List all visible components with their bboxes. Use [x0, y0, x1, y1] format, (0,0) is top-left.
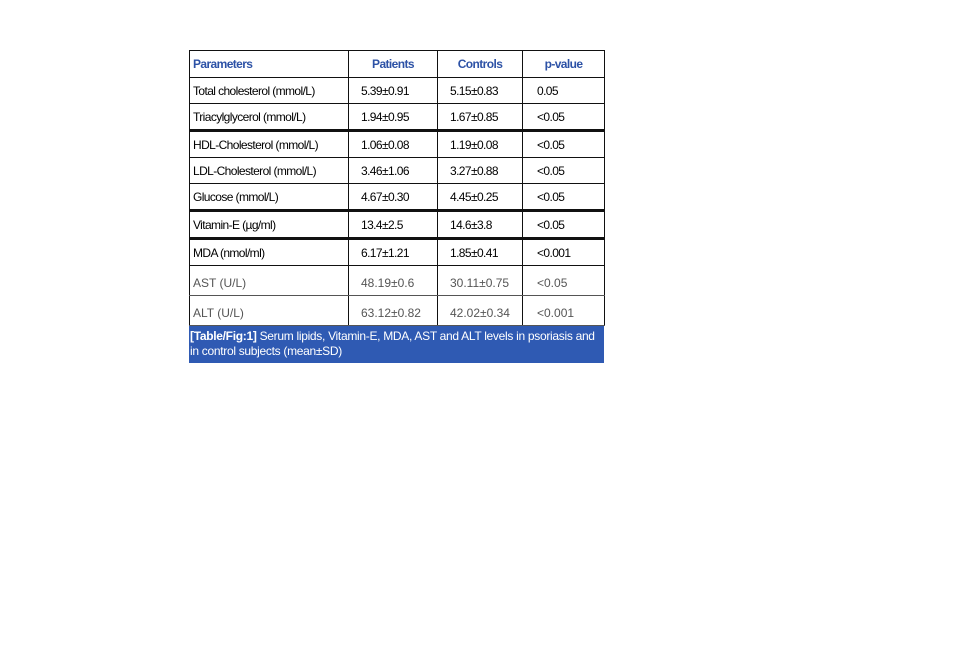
table-row [190, 211, 605, 239]
parameter-cell: Glucose (mmol/L) [190, 184, 349, 211]
patients-cell: 1.94±0.95 [349, 104, 438, 131]
p-value-cell: <0.001 [523, 239, 605, 266]
caption-text: Serum lipids, Vitamin-E, MDA, AST and ALT levels in psoriasis and in control subjects (mean±SD) [190, 329, 595, 358]
controls-cell: 1.19±0.08 [438, 131, 523, 158]
controls-cell: 30.11±0.75 [438, 266, 523, 296]
controls-cell: 1.67±0.85 [438, 104, 523, 131]
parameter-cell: LDL-Cholesterol (mmol/L) [190, 158, 349, 184]
controls-cell: 1.85±0.41 [438, 239, 523, 266]
patients-cell: 63.12±0.82 [349, 296, 438, 326]
parameter-cell: MDA (nmol/ml) [190, 239, 349, 266]
header-parameters: Parameters [190, 51, 349, 78]
header-patients: Patients [349, 51, 438, 78]
table-row [190, 131, 605, 158]
parameter-cell: Vitamin-E (µg/ml) [190, 211, 349, 239]
header-p-value: p-value [523, 51, 605, 78]
p-value-cell: <0.05 [523, 104, 605, 131]
parameter-cell: AST (U/L) [190, 266, 349, 296]
p-value-cell: <0.05 [523, 266, 605, 296]
p-value-cell: <0.001 [523, 296, 605, 326]
controls-cell: 14.6±3.8 [438, 211, 523, 239]
parameter-cell: ALT (U/L) [190, 296, 349, 326]
table-caption [189, 326, 604, 363]
caption-tag: [Table/Fig:1] [190, 329, 257, 343]
patients-cell: 4.67±0.30 [349, 184, 438, 211]
patients-cell: 3.46±1.06 [349, 158, 438, 184]
p-value-cell: <0.05 [523, 131, 605, 158]
parameter-cell: Triacylglycerol (mmol/L) [190, 104, 349, 131]
controls-cell: 42.02±0.34 [438, 296, 523, 326]
parameter-cell: HDL-Cholesterol (mmol/L) [190, 131, 349, 158]
patients-cell: 5.39±0.91 [349, 78, 438, 104]
patients-cell: 1.06±0.08 [349, 131, 438, 158]
p-value-cell: <0.05 [523, 211, 605, 239]
table-row [190, 239, 605, 266]
p-value-cell: <0.05 [523, 158, 605, 184]
table-figure [189, 50, 604, 363]
controls-cell: 4.45±0.25 [438, 184, 523, 211]
table-row [190, 184, 605, 211]
table-row [190, 158, 605, 184]
patients-cell: 13.4±2.5 [349, 211, 438, 239]
p-value-cell: <0.05 [523, 184, 605, 211]
p-value-cell: 0.05 [523, 78, 605, 104]
controls-cell: 5.15±0.83 [438, 78, 523, 104]
data-table [189, 50, 605, 326]
table-row [190, 104, 605, 131]
patients-cell: 48.19±0.6 [349, 266, 438, 296]
table-row [190, 266, 605, 296]
controls-cell: 3.27±0.88 [438, 158, 523, 184]
patients-cell: 6.17±1.21 [349, 239, 438, 266]
header-controls: Controls [438, 51, 523, 78]
header-row [190, 51, 605, 78]
table-row [190, 296, 605, 326]
table-row [190, 78, 605, 104]
parameter-cell: Total cholesterol (mmol/L) [190, 78, 349, 104]
